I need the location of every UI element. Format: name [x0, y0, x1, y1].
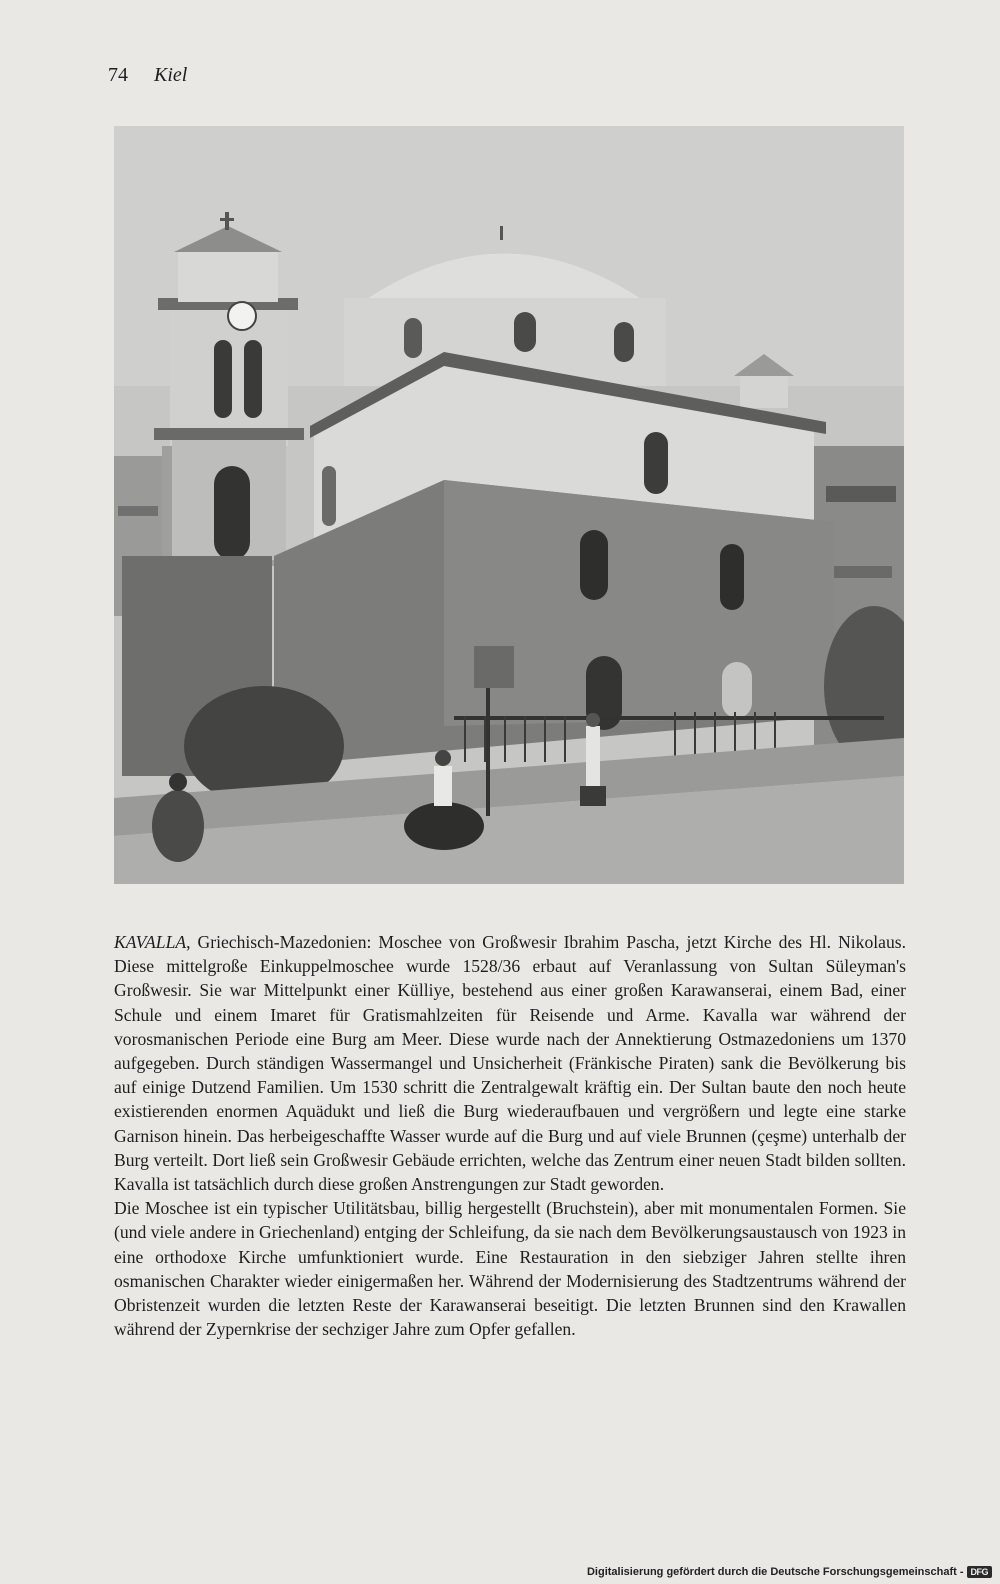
caption-paragraph-2: Die Moschee ist ein typischer Utilitätsbau, billig hergestellt (Bruchstein), aber mit monumentalen Formen. Sie (und viele andere in Griechenland) entging der Schleifung, da sie nach dem Bevölkerungsaustausch von 1923 in eine orthodoxe Kirche umfunktioniert wurde. Eine Restauration in den siebziger Jahren stellte ihren osmanischen Charakter wieder einigermaßen her. Während der Modernisierung des Stadtzentrums während der Obristenzeit wurden die letzten Reste der Karawanserai beseitigt. Die letzten Brunnen sind den Krawallen während der Zypernkrise der sechziger Jahre zum Opfer gefallen.: [114, 1198, 906, 1340]
photo-caption: [114, 930, 906, 1341]
caption-paragraph-1-text: , Griechisch-Mazedonien: Moschee von Großwesir Ibrahim Pascha, jetzt Kirche des Hl. Nikolaus. Diese mittelgroße Einkuppelmoschee wurde 1528/36 erbaut auf Veranlassung von Sultan Süleyman's Großwesir. Sie war Mittelpunkt einer Külliye, bestehend aus einer großen Karawanserai, einem Bad, einer Schule und einem Imaret für Gratismahlzeiten für Reisende und Arme. Kavalla war während der vorosmanischen Periode eine Burg am Meer. Diese wurde nach der Annektierung Ostmazedoniens um 1370 aufgegeben. Durch ständigen Wassermangel und Unsicherheit (Fränkische Piraten) sank die Bevölkerung bis auf einige Dutzend Familien. Um 1530 schritt die Zentralgewalt kräftig ein. Der Sultan baute den noch heute existierenden enormen Aquädukt und ließ die Burg wiederaufbauen und vergrößern und legte eine starke Garnison hinein. Das herbeigeschaffte Wasser wurde auf die Burg und auf viele Brunnen (çeşme) unterhalb der Burg verteilt. Dort ließ sein Großwesir Gebäude errichten, welche das Zentrum einer neuen Stadt bilden sollten. Kavalla ist tatsächlich durch diese großen Anstrengungen zur Stadt geworden.: [114, 932, 906, 1195]
running-title: Kiel: [154, 64, 188, 86]
mosque-illustration: [114, 126, 904, 884]
caption-paragraph-1: [114, 930, 906, 1196]
footer-text: Digitalisierung gefördert durch die Deutsche Forschungsgemeinschaft -: [586, 1566, 964, 1578]
dfg-logo-icon: DFG: [967, 1566, 993, 1578]
page-number: 74: [108, 64, 128, 86]
page-header: [108, 64, 187, 87]
place-name: KAVALLA: [114, 932, 187, 952]
digitization-footer: [587, 1566, 992, 1578]
building-photo: [114, 126, 904, 884]
